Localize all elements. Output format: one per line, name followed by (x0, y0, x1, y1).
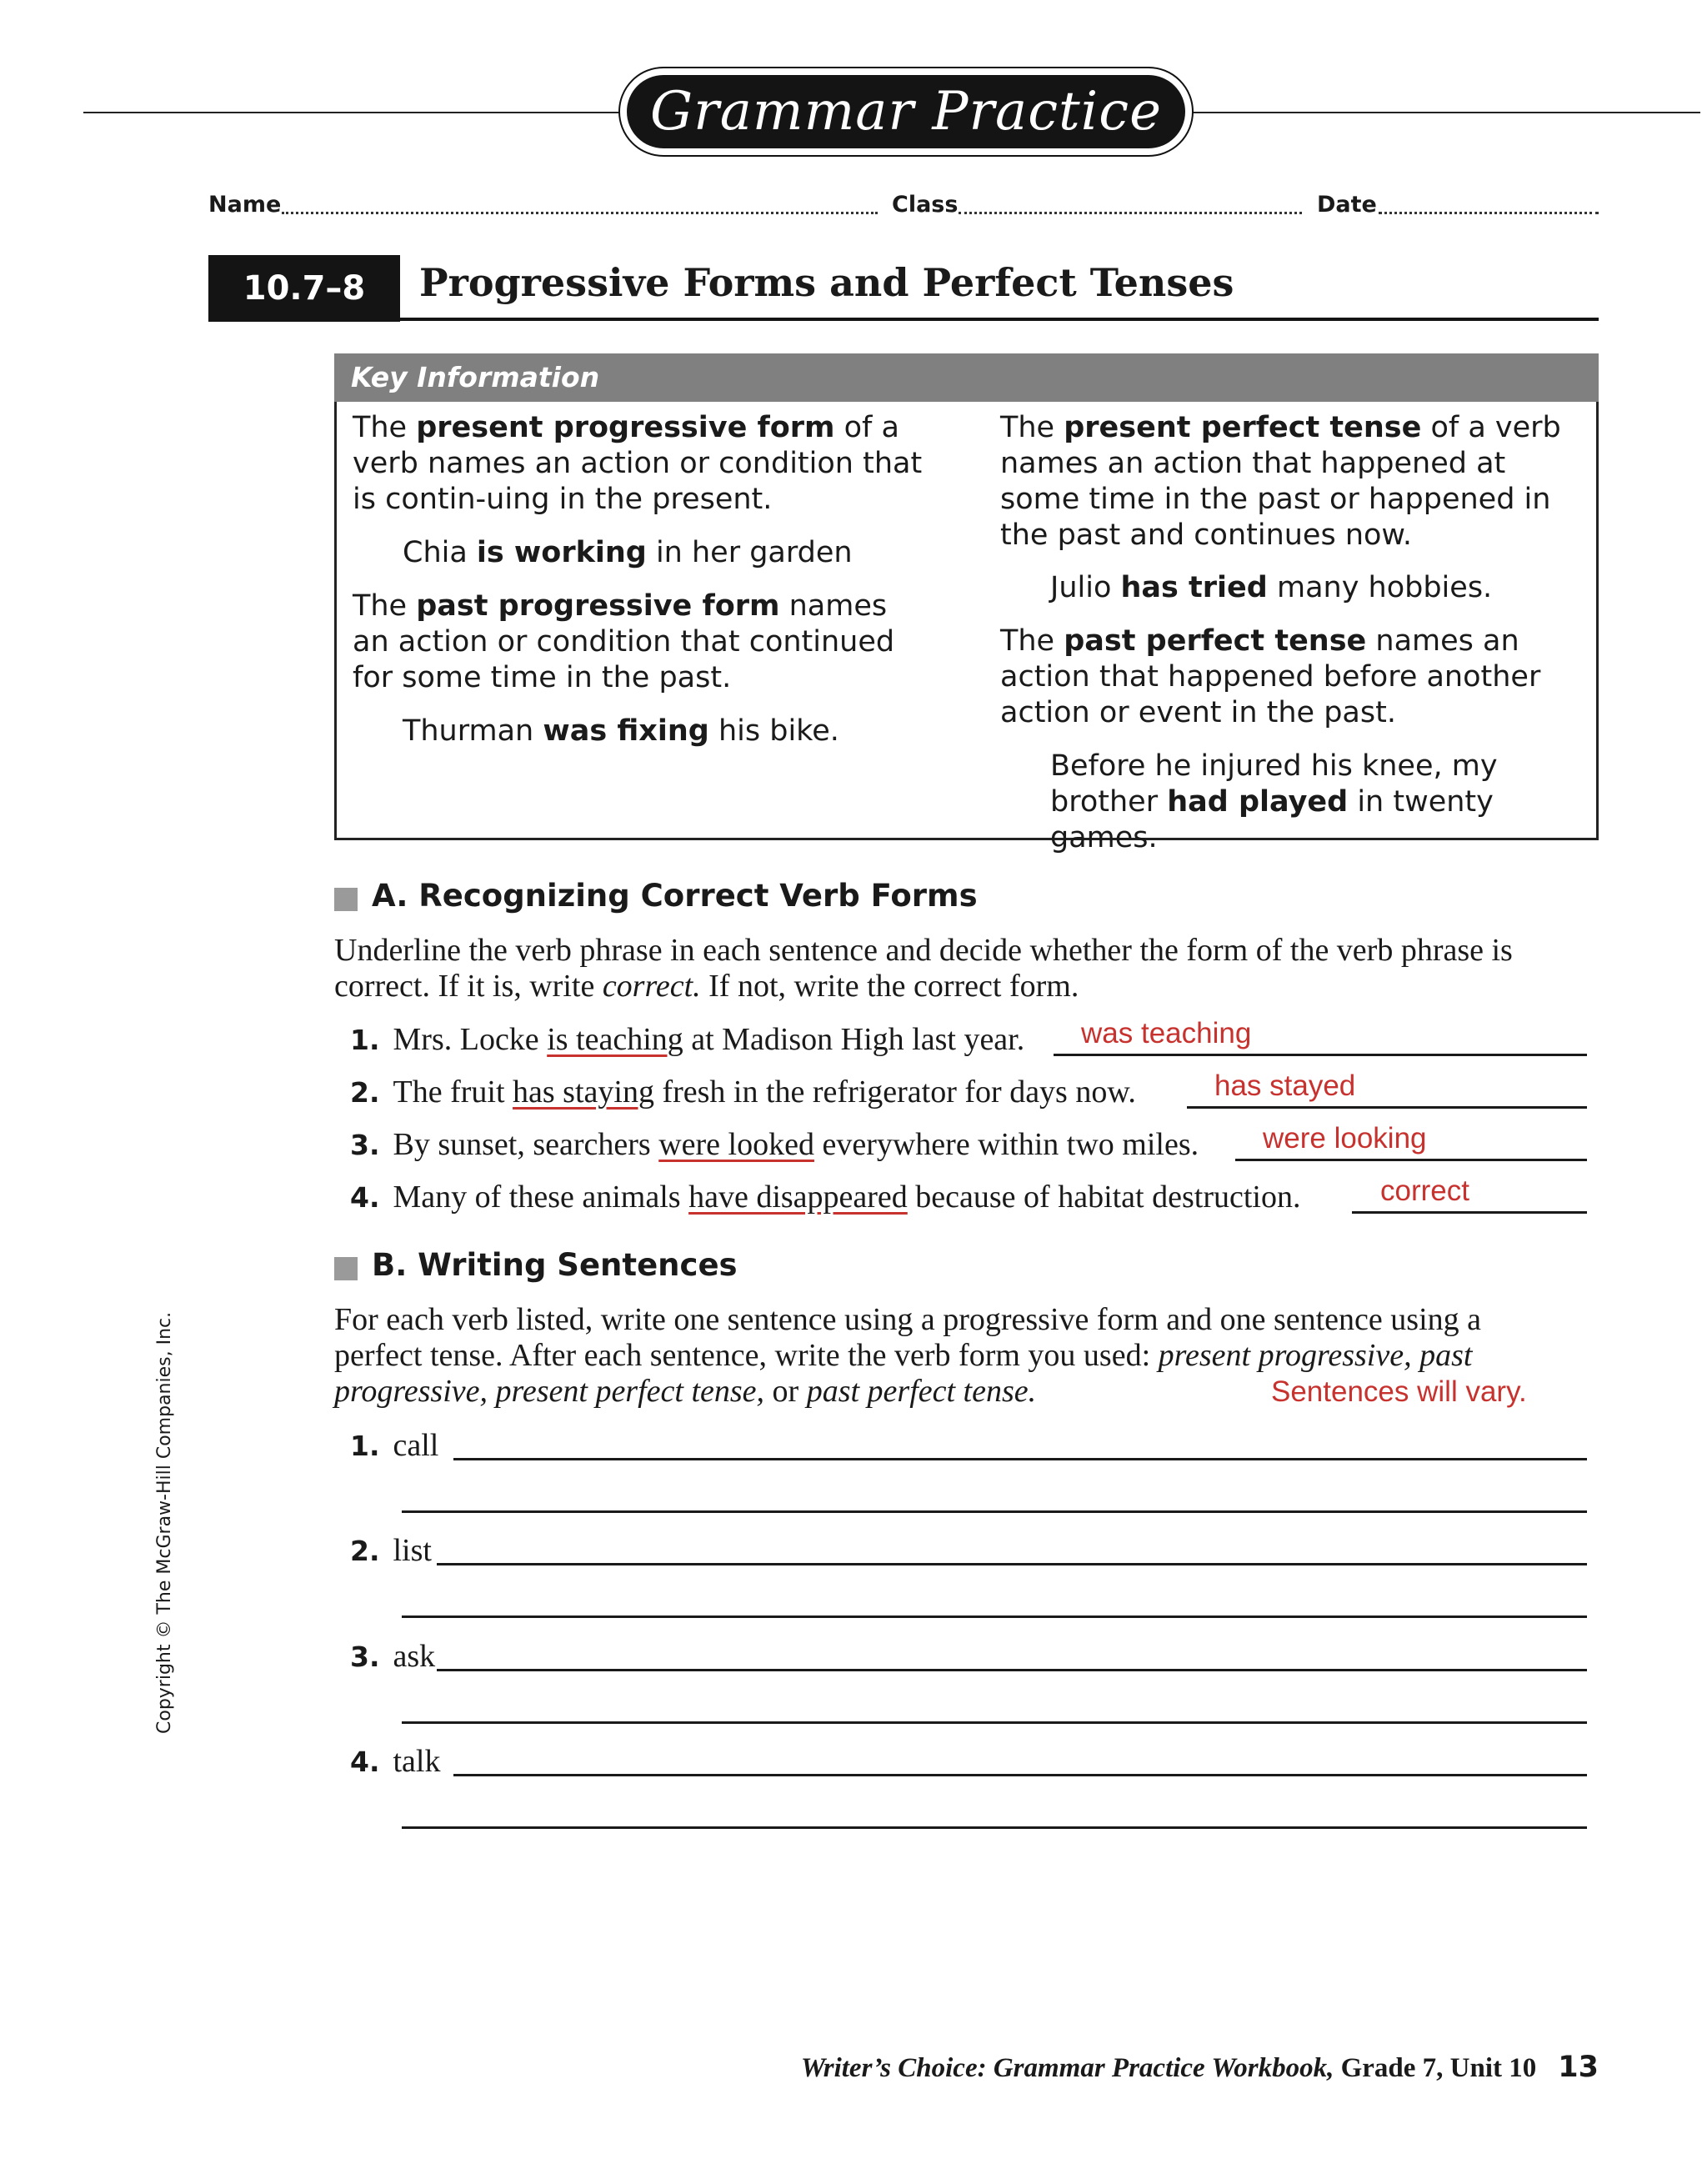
key-left-example2: Thurman was fixing his bike. (403, 714, 839, 748)
header-rule-left (83, 112, 620, 113)
class-field[interactable] (959, 212, 1302, 214)
verb-phrase: has staying (513, 1074, 654, 1110)
key-left-p1: The present progressive form of a verb names an action or condition that is contin-uing in the present. (353, 411, 923, 516)
b-line-2b[interactable] (402, 1615, 1587, 1618)
b-line-3a[interactable] (437, 1669, 1587, 1671)
b-line-4a[interactable] (453, 1774, 1587, 1776)
key-left-p2: The past progressive form names an action or condition that continued for some time in the past. (353, 589, 895, 694)
b-item-4: 4. talk (350, 1744, 441, 1779)
a-item-2: 2. The fruit has staying fresh in the refrigerator for days now. (350, 1074, 1136, 1110)
b-line-1a[interactable] (453, 1458, 1587, 1460)
answer-3: were looking (1263, 1122, 1427, 1155)
footer-book-title: Writer’s Choice: Grammar Practice Workbook, (800, 2053, 1334, 2083)
b-item-2: 2. list (350, 1533, 432, 1568)
section-b-title: B. Writing Sentences (372, 1247, 738, 1283)
b-item-3: 3. ask (350, 1639, 436, 1674)
verb-phrase: is teaching (547, 1022, 683, 1057)
name-label: Name (208, 192, 282, 218)
footer (801, 2051, 1599, 2084)
section-a-instructions: Underline the verb phrase in each sentence and decide whether the form of the verb phrase is correct. If it is, write correct. If not, write the correct form. (334, 933, 1513, 1004)
date-label: Date (1317, 192, 1377, 218)
banner-title: Grammar Practice (627, 75, 1185, 148)
b-line-4b[interactable] (402, 1826, 1587, 1829)
b-item-1: 1. call (350, 1428, 439, 1463)
sentences-vary-note: Sentences will vary. (1271, 1375, 1527, 1408)
b-line-3b[interactable] (402, 1721, 1587, 1724)
a-item-3: 3. By sunset, searchers were looked everywhere within two miles. (350, 1127, 1199, 1162)
section-b-instructions: For each verb listed, write one sentence using a progressive form and one sentence using a perfect tense. After each sentence, write the verb form you used: present progressive, past progressive, present perfect tense, or past perfect tense. (334, 1302, 1481, 1409)
section-a-marker (334, 888, 358, 911)
answer-4: correct (1380, 1175, 1469, 1207)
banner (618, 67, 1194, 157)
section-a-title: A. Recognizing Correct Verb Forms (372, 878, 978, 914)
b-line-1b[interactable] (402, 1510, 1587, 1513)
footer-grade: Grade 7, Unit 10 (1334, 2053, 1537, 2083)
verb-phrase: have disappeared (688, 1180, 908, 1215)
date-field[interactable] (1379, 212, 1599, 214)
answer-line-3[interactable] (1235, 1159, 1587, 1161)
header-rule-right (1192, 112, 1700, 113)
answer-1: was teaching (1081, 1017, 1252, 1049)
section-b-marker (334, 1257, 358, 1280)
lesson-rule (400, 318, 1599, 321)
answer-line-1[interactable] (1054, 1054, 1587, 1056)
page-number: 13 (1558, 2051, 1599, 2084)
copyright-notice: Copyright © The McGraw-Hill Companies, Inc. (154, 1311, 175, 1734)
key-info-heading: Key Information (334, 353, 1599, 402)
b-line-2a[interactable] (437, 1563, 1587, 1565)
key-right-example2: Before he injured his knee, my brother had played in twenty games. (1050, 749, 1498, 854)
lesson-number: 10.7–8 (208, 255, 400, 322)
a-item-4: 4. Many of these animals have disappeared because of habitat destruction. (350, 1180, 1301, 1215)
name-field[interactable] (282, 212, 878, 214)
key-right-p1: The present perfect tense of a verb names an action that happened at some time in the past or happened in the past and continues now. (1000, 411, 1561, 552)
answer-line-2[interactable] (1187, 1106, 1587, 1109)
answer-2: has stayed (1214, 1069, 1356, 1102)
key-right-p2: The past perfect tense names an action that happened before another action or event in the past. (1000, 624, 1541, 729)
a-item-1: 1. Mrs. Locke is teaching at Madison High last year. (350, 1022, 1025, 1057)
key-right-example1: Julio has tried many hobbies. (1050, 571, 1493, 604)
class-label: Class (892, 192, 959, 218)
answer-line-4[interactable] (1352, 1211, 1587, 1214)
key-left-example1: Chia is working in her garden (403, 536, 853, 569)
verb-phrase: were looked (658, 1127, 814, 1162)
lesson-title: Progressive Forms and Perfect Tenses (419, 260, 1234, 305)
